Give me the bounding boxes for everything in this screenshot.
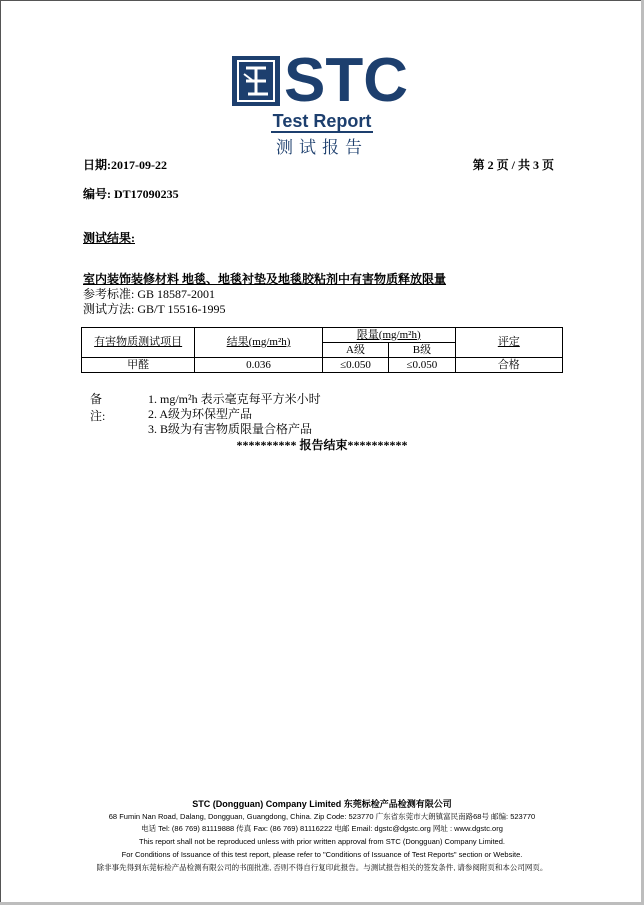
cell-item: 甲醛	[82, 358, 195, 373]
reference-standard: 参考标准: GB 18587-2001	[83, 287, 216, 301]
note-item: 1. mg/m²h 表示毫克每平方米小时	[148, 392, 321, 406]
cell-evaluation: 合格	[455, 358, 562, 373]
footer-notice-3: 除非事先得到东莞标检产品检测有限公司的书面批准, 否则不得自行复印此报告。与测试报告相关的签发条件, 请参阅附页和本公司网页。	[96, 863, 548, 872]
cell-grade-b: ≤0.050	[389, 358, 455, 373]
header-item: 有害物质测试项目	[94, 336, 183, 348]
footer-company: STC (Dongguan) Company Limited 东莞标检产品检测有限公司	[192, 799, 452, 809]
test-method: 测试方法: GB/T 15516-1995	[83, 302, 226, 316]
report-end: ********** 报告结束**********	[236, 438, 408, 452]
footer-notice-2: For Conditions of Issuance of this test report, please refer to "Conditions of Issuance of Test Reports" section or Website.	[121, 850, 523, 859]
header-evaluation: 评定	[497, 336, 520, 348]
notes-label: 备注:	[90, 392, 106, 423]
note-item: 3. B级为有害物质限量合格产品	[148, 422, 313, 436]
page-number: 第 2 页 / 共 3 页	[472, 158, 554, 172]
table-row	[82, 358, 563, 373]
header-grade-b: B级	[389, 343, 455, 358]
header-limit: 限量(mg/m²h)	[356, 328, 421, 341]
footer-notice-1: This report shall not be reproduced unless with prior written approval from STC (Dongguan) Company Limited.	[138, 837, 505, 846]
test-subtitle: 室内装饰装修材料 地毯、地毯衬垫及地毯胶粘剂中有害物质释放限量	[83, 272, 447, 286]
note-item: 2. A级为环保型产品	[148, 407, 253, 421]
report-title-cn: 测试报告	[276, 138, 368, 158]
cell-result: 0.036	[195, 358, 323, 373]
footer-contact: 电话 Tel: (86 769) 81119888 传真 Fax: (86 769) 81116222 电邮 Email: dgstc@dgstc.org 网址 : www.dgstc.org	[141, 824, 503, 833]
section-title: 测试结果:	[83, 231, 135, 245]
header-result: 结果(mg/m²h)	[226, 336, 291, 348]
stc-logo	[232, 46, 414, 115]
report-number: 编号: DT17090235	[83, 187, 179, 201]
stc-logo-mark-icon	[232, 56, 280, 106]
logo-text: STC	[284, 46, 408, 115]
cell-grade-a: ≤0.050	[322, 358, 388, 373]
results-table	[81, 327, 563, 373]
footer-address: 68 Fumin Nan Road, Dalang, Dongguan, Guangdong, China. Zip Code: 523770 广东省东莞市大朗镇富民南路68号 邮编: 523770	[108, 812, 536, 821]
header-grade-a: A级	[322, 343, 388, 358]
report-title-en: Test Report	[272, 111, 372, 131]
report-date: 日期:2017-09-22	[83, 158, 167, 172]
